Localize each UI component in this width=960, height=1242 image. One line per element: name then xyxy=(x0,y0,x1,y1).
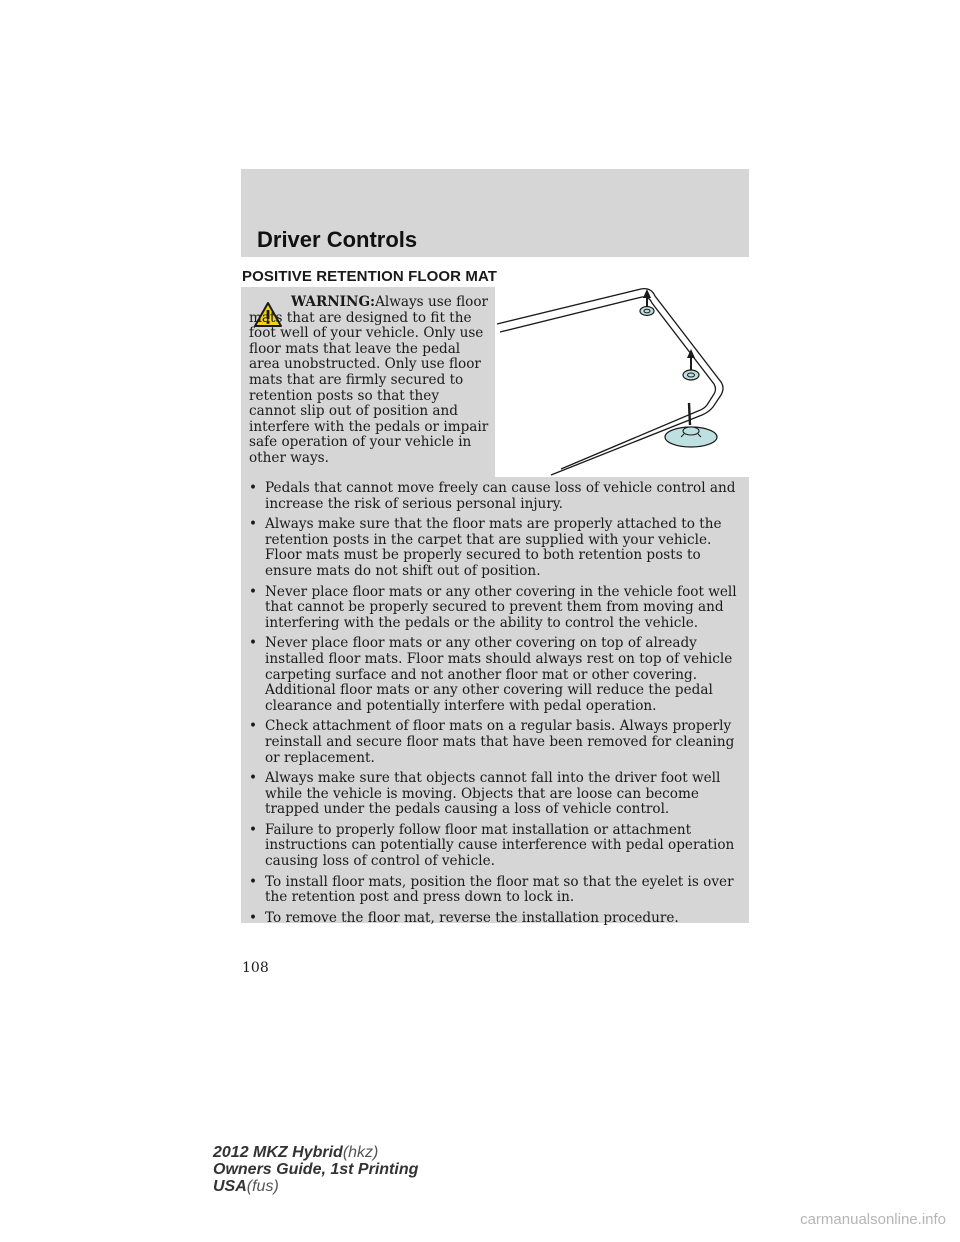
bullet-item: • Pedals that cannot move freely can cause loss of vehicle control and increase the risk of serious personal injury. xyxy=(249,481,745,512)
warning-body: floor mats that are designed to fit the foot well of your vehicle. Only use floor mats that leave the pedal area unobstructed. Only use floor mats that are firmly secured to retention posts so that they cannot slip out of position and interfere with the pedals or impair safe operation of your vehicle in other ways. xyxy=(249,294,489,466)
footer-region-code: (fus) xyxy=(246,1178,279,1195)
page-header-title: Driver Controls xyxy=(257,227,418,252)
warning-box xyxy=(241,287,495,477)
retention-post-lower xyxy=(683,349,699,380)
bullet-item: • Never place floor mats or any other covering on top of already installed floor mats. Floor mats should always rest on top of vehicle carpeting surface and not another floor mat or other covering. Additional floor mats or any other covering will reduce the pedal clearance and potentially interfere with pedal operation. xyxy=(249,636,745,714)
footer-printing: Owners Guide, 1st Printing xyxy=(213,1161,419,1178)
page-number: 108 xyxy=(242,960,269,976)
footer-region: USA xyxy=(213,1178,247,1195)
watermark-link[interactable]: carmanualsonline.info xyxy=(800,1211,946,1228)
footer-model-code: (hkz) xyxy=(342,1144,379,1161)
print-footer xyxy=(213,1144,418,1195)
bullet-list xyxy=(249,481,745,931)
bullet-item: • Always make sure that the floor mats are properly attached to the retention posts in the carpet that are supplied with your vehicle. Floor mats must be properly secured to both retention posts to ensure mats do not shift out of position. xyxy=(249,517,745,579)
bullet-item: • Check attachment of floor mats on a regular basis. Always properly reinstall and secure floor mats that have been removed for cleaning or replacement. xyxy=(249,719,745,766)
bullet-item: • Always make sure that objects cannot fall into the driver foot well while the vehicle is moving. Objects that are loose can become trapped under the pedals causing a loss of vehicle control. xyxy=(249,771,745,818)
bullet-item: • To install floor mats, position the floor mat so that the eyelet is over the retention post and press down to lock in. xyxy=(249,875,745,906)
bullet-item: • Failure to properly follow floor mat installation or attachment instructions can potentially cause interference with pedal operation causing loss of control of vehicle. xyxy=(249,823,745,870)
bullet-item: • To remove the floor mat, reverse the installation procedure. xyxy=(249,911,745,927)
warning-bullets-panel xyxy=(241,477,749,926)
section-title: POSITIVE RETENTION FLOOR MAT xyxy=(242,268,498,285)
retention-post-detail xyxy=(665,403,717,447)
floor-mat-illustration xyxy=(495,287,749,477)
warning-text xyxy=(249,295,489,467)
footer-model: 2012 MKZ Hybrid xyxy=(213,1144,343,1161)
warning-label: WARNING: xyxy=(291,294,376,310)
bullet-item: • Never place floor mats or any other covering in the vehicle foot well that cannot be properly secured to prevent them from moving and interfering with the pedals or the ability to control the vehicle. xyxy=(249,585,745,632)
warning-first-line: Always use xyxy=(375,294,452,310)
header-band xyxy=(241,169,749,257)
